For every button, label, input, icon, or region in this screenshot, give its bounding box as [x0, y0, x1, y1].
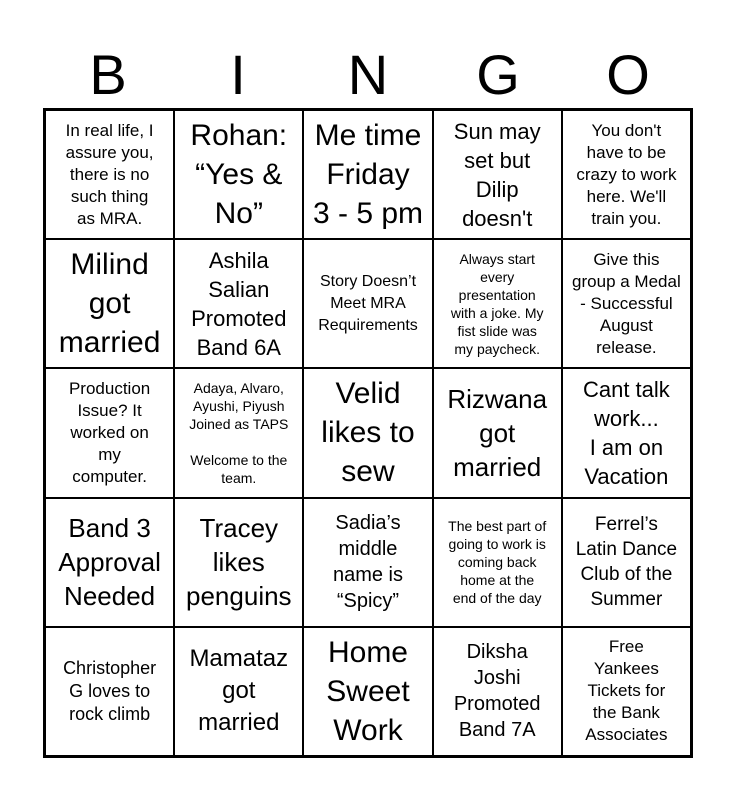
- bingo-cell[interactable]: [303, 627, 432, 756]
- cell-text: Velid likes to sew: [321, 377, 415, 489]
- cell-text: Free Yankees Tickets for the Bank Associates: [585, 637, 668, 745]
- bingo-cell[interactable]: [303, 498, 432, 627]
- cell-text: Sadia’s middle name is “Spicy”: [332, 512, 403, 613]
- header-letter-b: B: [89, 43, 127, 106]
- bingo-cell[interactable]: [174, 110, 303, 239]
- bingo-cell[interactable]: [303, 239, 432, 368]
- cell-text: Story Doesn’t Meet MRA Requirements: [318, 272, 418, 334]
- cell-text: Tracey likes penguins: [186, 513, 292, 612]
- cell-text: Diksha Joshi Promoted Band 7A: [453, 641, 541, 742]
- cell-text: Production Issue? It worked on my computer.: [68, 378, 151, 486]
- cell-text: Give this group a Medal - Successful August release.: [572, 249, 681, 357]
- cell-text: Rohan: “Yes & No”: [190, 119, 288, 231]
- cell-text: Rizwana got married: [447, 383, 548, 482]
- bingo-cell[interactable]: [45, 498, 174, 627]
- bingo-cell[interactable]: [562, 498, 691, 627]
- cell-text: You don't have to be crazy to work here. We'll train you.: [576, 120, 677, 228]
- cell-text: The best part of going to work is coming back home at the end of the day: [448, 518, 547, 607]
- cell-text: Me time Friday 3 - 5 pm: [312, 119, 424, 231]
- bingo-grid: [43, 108, 693, 758]
- bingo-cell[interactable]: [303, 110, 432, 239]
- bingo-cell[interactable]: [174, 239, 303, 368]
- bingo-cell[interactable]: [45, 110, 174, 239]
- cell-text: Sun may set but Dilip doesn't: [453, 118, 541, 231]
- cell-text: Home Sweet Work: [326, 635, 410, 747]
- bingo-cell[interactable]: [45, 368, 174, 497]
- bingo-header: [43, 42, 693, 108]
- cell-text: Ashila Salian Promoted Band 6A: [191, 247, 287, 360]
- cell-text: Always start every presentation with a joke. My fist slide was my paycheck.: [450, 250, 544, 357]
- bingo-cell[interactable]: [433, 498, 562, 627]
- cell-text: Mamataz got married: [189, 645, 289, 737]
- bingo-cell[interactable]: [433, 239, 562, 368]
- header-letter-i: I: [230, 43, 246, 106]
- bingo-cell[interactable]: [174, 627, 303, 756]
- cell-text: Ferrel’s Latin Dance Club of the Summer: [575, 514, 678, 611]
- bingo-cell[interactable]: [433, 110, 562, 239]
- cell-text: Cant talk work... I am on Vacation: [582, 376, 670, 489]
- bingo-cell[interactable]: [433, 368, 562, 497]
- bingo-cell[interactable]: [174, 368, 303, 497]
- header-letter-o: O: [606, 43, 650, 106]
- bingo-cell[interactable]: [303, 368, 432, 497]
- bingo-cell[interactable]: [562, 239, 691, 368]
- bingo-cell[interactable]: [562, 627, 691, 756]
- bingo-cell[interactable]: [562, 368, 691, 497]
- bingo-cell[interactable]: [174, 498, 303, 627]
- bingo-cell[interactable]: [45, 239, 174, 368]
- bingo-cell[interactable]: [433, 627, 562, 756]
- bingo-cell[interactable]: [45, 627, 174, 756]
- cell-text: Adaya, Alvaro, Ayushi, Piyush Joined as TAPS Welcome to the team.: [189, 379, 289, 486]
- cell-text: In real life, I assure you, there is no such thing as MRA.: [65, 120, 154, 228]
- header-letter-g: G: [476, 43, 520, 106]
- header-letter-n: N: [347, 43, 389, 106]
- cell-text: Christopher G loves to rock climb: [63, 657, 157, 724]
- cell-text: Band 3 Approval Needed: [58, 513, 161, 612]
- bingo-cell[interactable]: [562, 110, 691, 239]
- cell-text: Milind got married: [58, 248, 161, 360]
